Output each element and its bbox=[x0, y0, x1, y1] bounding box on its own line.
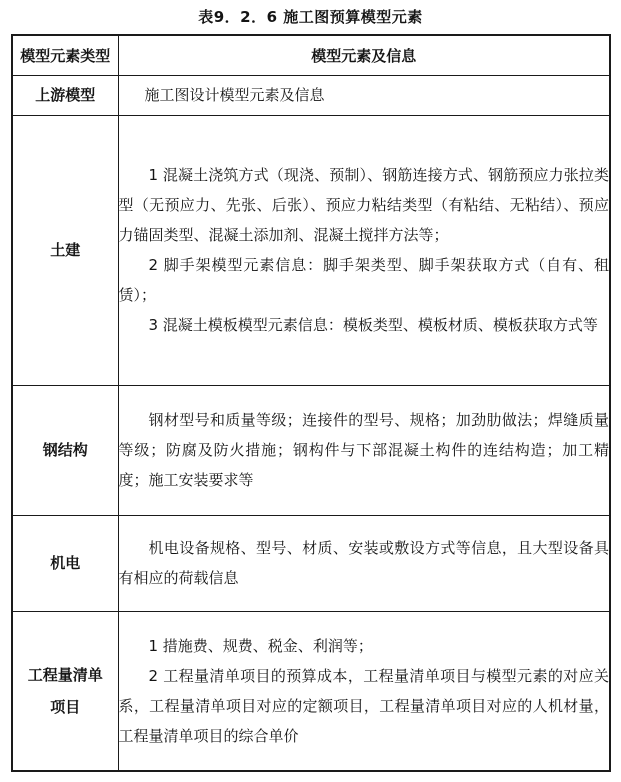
row-type-mep: 机电 bbox=[12, 515, 118, 611]
table-caption: 表9．2．6 施工图预算模型元素 bbox=[198, 8, 423, 26]
info-paragraph: 施工图设计模型元素及信息 bbox=[144, 86, 325, 104]
info-paragraph: 钢材型号和质量等级；连接件的型号、规格；加劲肋做法；焊缝质量等级；防腐及防火措施；钢构件与下部混凝土构件的连结构造；加工精度；施工安装要求等 bbox=[118, 411, 609, 489]
row-info-civil bbox=[118, 115, 610, 385]
table-row bbox=[12, 611, 610, 771]
header-element-type: 模型元素类型 bbox=[12, 35, 118, 75]
info-paragraph: 2 脚手架模型元素信息：脚手架类型、脚手架获取方式（自有、租赁）； bbox=[118, 256, 609, 304]
table-row bbox=[12, 515, 610, 611]
table-header-row bbox=[12, 35, 610, 75]
info-paragraph: 2 工程量清单项目的预算成本，工程量清单项目与模型元素的对应关系，工程量清单项目对应的定额项目，工程量清单项目对应的人机材量，工程量清单项目的综合单价 bbox=[118, 666, 609, 745]
table-row bbox=[12, 75, 610, 115]
row-type-civil: 土建 bbox=[12, 115, 118, 385]
row-info-mep bbox=[118, 515, 610, 611]
info-paragraph: 机电设备规格、型号、材质、安装或敷设方式等信息，且大型设备具有相应的荷载信息 bbox=[118, 539, 609, 587]
info-paragraph: 1 措施费、规费、税金、利润等； bbox=[148, 636, 373, 655]
row-info-steel-structure bbox=[118, 385, 610, 515]
row-type-upstream-model: 上游模型 bbox=[12, 75, 118, 115]
info-paragraph: 1 混凝土浇筑方式（现浇、预制）、钢筋连接方式、钢筋预应力张拉类型（无预应力、先张、后张）、预应力粘结类型（有粘结、无粘结）、预应力锚固类型、混凝土添加剂、混凝土搅拌方法等； bbox=[118, 166, 609, 244]
row-info-upstream-model bbox=[118, 75, 610, 115]
row-type-bill-of-quantities: 工程量清单项目 bbox=[12, 611, 118, 771]
header-element-info: 模型元素及信息 bbox=[118, 35, 610, 75]
model-elements-table bbox=[11, 34, 611, 772]
table-row bbox=[12, 115, 610, 385]
row-info-bill-of-quantities bbox=[118, 611, 610, 771]
row-type-steel-structure: 钢结构 bbox=[12, 385, 118, 515]
table-row bbox=[12, 385, 610, 515]
info-paragraph: 3 混凝土模板模型元素信息：模板类型、模板材质、模板获取方式等 bbox=[148, 316, 598, 334]
